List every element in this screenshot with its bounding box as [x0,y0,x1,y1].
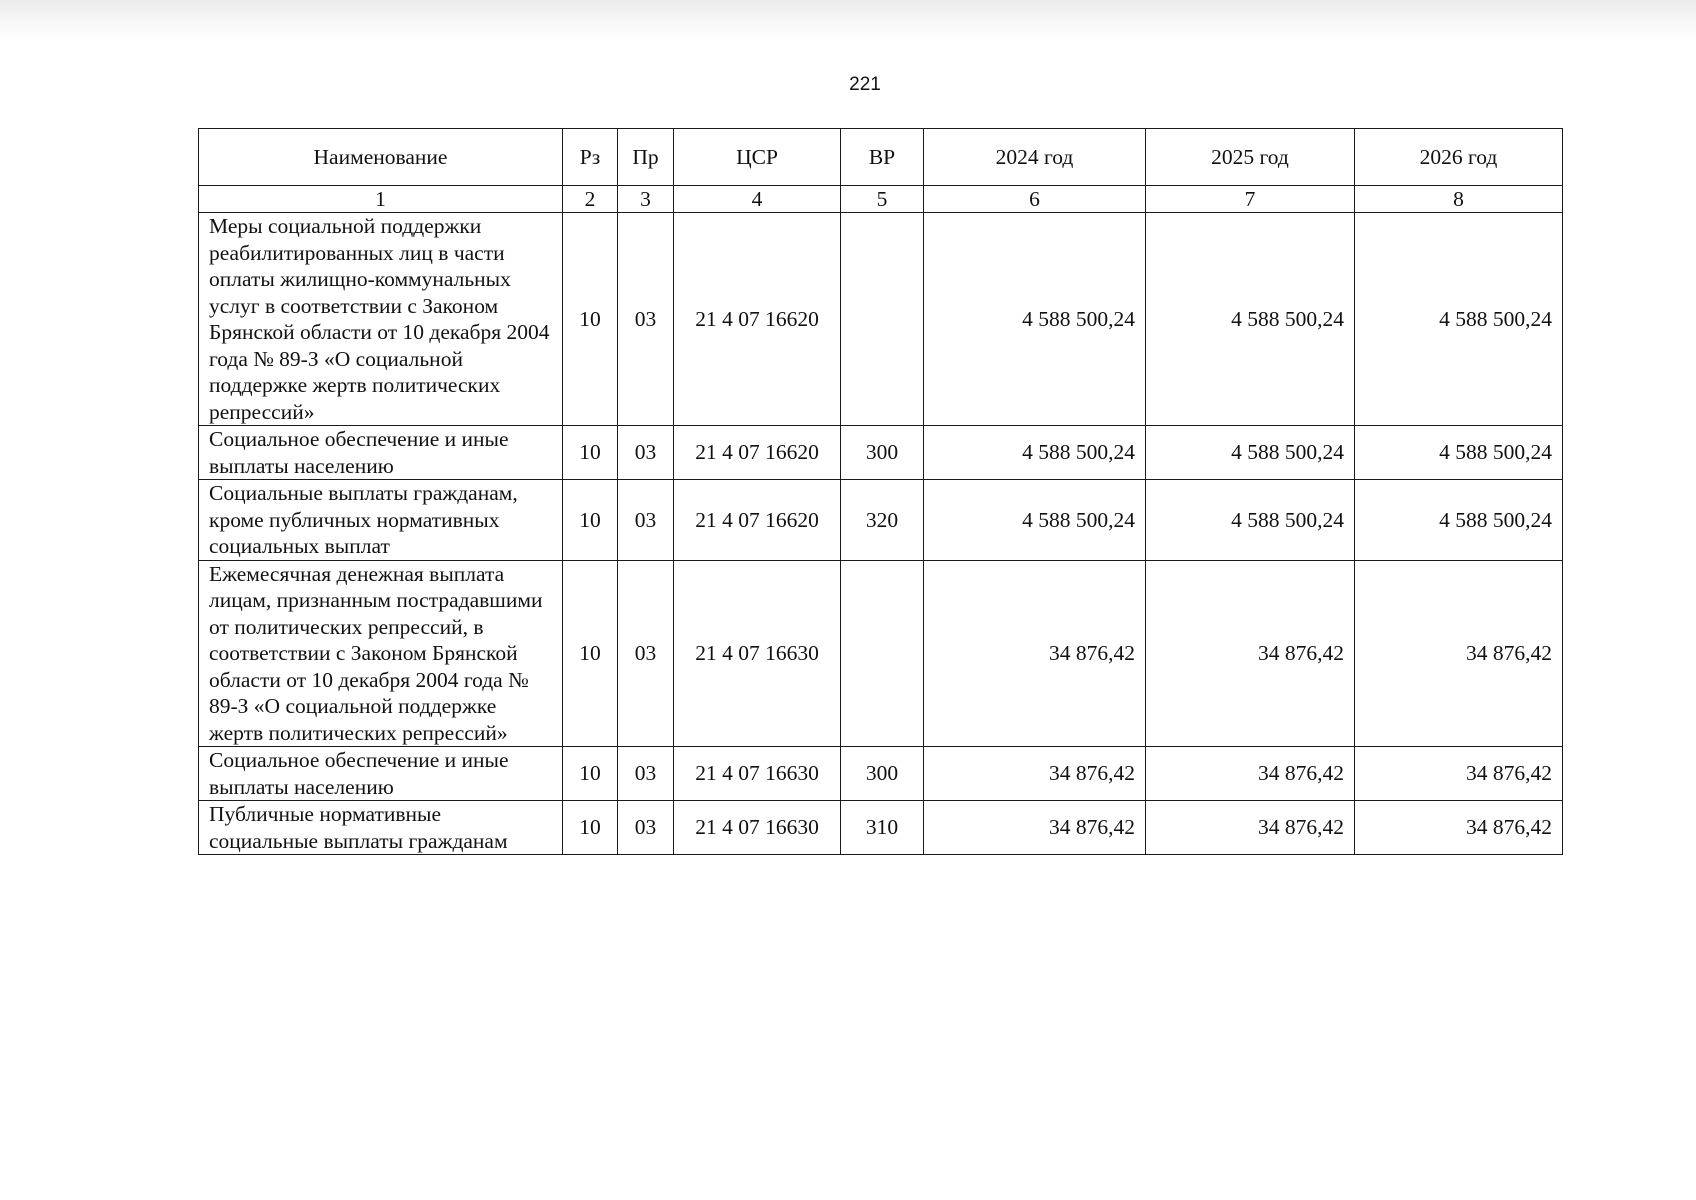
row-amount-2026: 4 588 500,24 [1355,213,1563,426]
row-rz: 10 [563,480,618,561]
header-2024: 2024 год [924,129,1146,186]
row-vr: 300 [841,426,924,480]
column-number: 3 [618,186,674,213]
table-row [199,560,1563,747]
row-name: Социальные выплаты гражданам, кроме публичных нормативных социальных выплат [199,480,563,561]
scan-edge [0,0,1696,40]
table-row [199,480,1563,561]
column-number: 7 [1146,186,1355,213]
row-name: Социальное обеспечение и иные выплаты населению [199,426,563,480]
row-rz: 10 [563,560,618,747]
header-csr: ЦСР [674,129,841,186]
table-row [199,426,1563,480]
row-amount-2024: 34 876,42 [924,747,1146,801]
column-number: 6 [924,186,1146,213]
column-number: 5 [841,186,924,213]
row-amount-2025: 4 588 500,24 [1146,480,1355,561]
budget-table [198,128,1563,855]
header-row [199,129,1563,186]
column-number: 2 [563,186,618,213]
row-name: Публичные нормативные социальные выплаты гражданам [199,801,563,855]
row-vr: 310 [841,801,924,855]
header-2026: 2026 год [1355,129,1563,186]
row-amount-2025: 34 876,42 [1146,560,1355,747]
row-csr: 21 4 07 16620 [674,213,841,426]
row-name: Социальное обеспечение и иные выплаты населению [199,747,563,801]
row-rz: 10 [563,747,618,801]
header-pr: Пр [618,129,674,186]
row-csr: 21 4 07 16630 [674,747,841,801]
row-amount-2025: 4 588 500,24 [1146,426,1355,480]
row-amount-2025: 4 588 500,24 [1146,213,1355,426]
row-rz: 10 [563,213,618,426]
row-amount-2026: 4 588 500,24 [1355,480,1563,561]
table-row [199,747,1563,801]
row-amount-2024: 4 588 500,24 [924,480,1146,561]
row-pr: 03 [618,560,674,747]
row-csr: 21 4 07 16630 [674,801,841,855]
row-pr: 03 [618,213,674,426]
row-pr: 03 [618,801,674,855]
table-row [199,801,1563,855]
row-amount-2026: 34 876,42 [1355,747,1563,801]
row-csr: 21 4 07 16620 [674,426,841,480]
table-row [199,213,1563,426]
row-vr [841,560,924,747]
row-amount-2024: 34 876,42 [924,560,1146,747]
row-csr: 21 4 07 16620 [674,480,841,561]
header-name: Наименование [199,129,563,186]
row-amount-2026: 4 588 500,24 [1355,426,1563,480]
row-amount-2025: 34 876,42 [1146,747,1355,801]
header-2025: 2025 год [1146,129,1355,186]
column-number: 1 [199,186,563,213]
column-number: 8 [1355,186,1563,213]
row-amount-2024: 34 876,42 [924,801,1146,855]
row-vr: 320 [841,480,924,561]
row-pr: 03 [618,480,674,561]
row-vr: 300 [841,747,924,801]
row-amount-2024: 4 588 500,24 [924,213,1146,426]
row-amount-2024: 4 588 500,24 [924,426,1146,480]
column-number: 4 [674,186,841,213]
row-rz: 10 [563,801,618,855]
row-amount-2025: 34 876,42 [1146,801,1355,855]
row-name: Ежемесячная денежная выплата лицам, признанным пострадавшими от политических репрессий, в соответствии с Законом Брянской области от 10 декабря 2004 года № 89-З «О социальной поддержке жертв политических репрессий» [199,560,563,747]
row-csr: 21 4 07 16630 [674,560,841,747]
row-pr: 03 [618,747,674,801]
row-pr: 03 [618,426,674,480]
header-vr: ВР [841,129,924,186]
page-number: 221 [849,74,881,95]
header-rz: Рз [563,129,618,186]
column-number-row [199,186,1563,213]
row-name: Меры социальной поддержки реабилитированных лиц в части оплаты жилищно-коммунальных услуг в соответствии с Законом Брянской области от 10 декабря 2004 года № 89-З «О социальной поддержке жертв политических репрессий» [199,213,563,426]
row-amount-2026: 34 876,42 [1355,801,1563,855]
row-amount-2026: 34 876,42 [1355,560,1563,747]
row-rz: 10 [563,426,618,480]
row-vr [841,213,924,426]
